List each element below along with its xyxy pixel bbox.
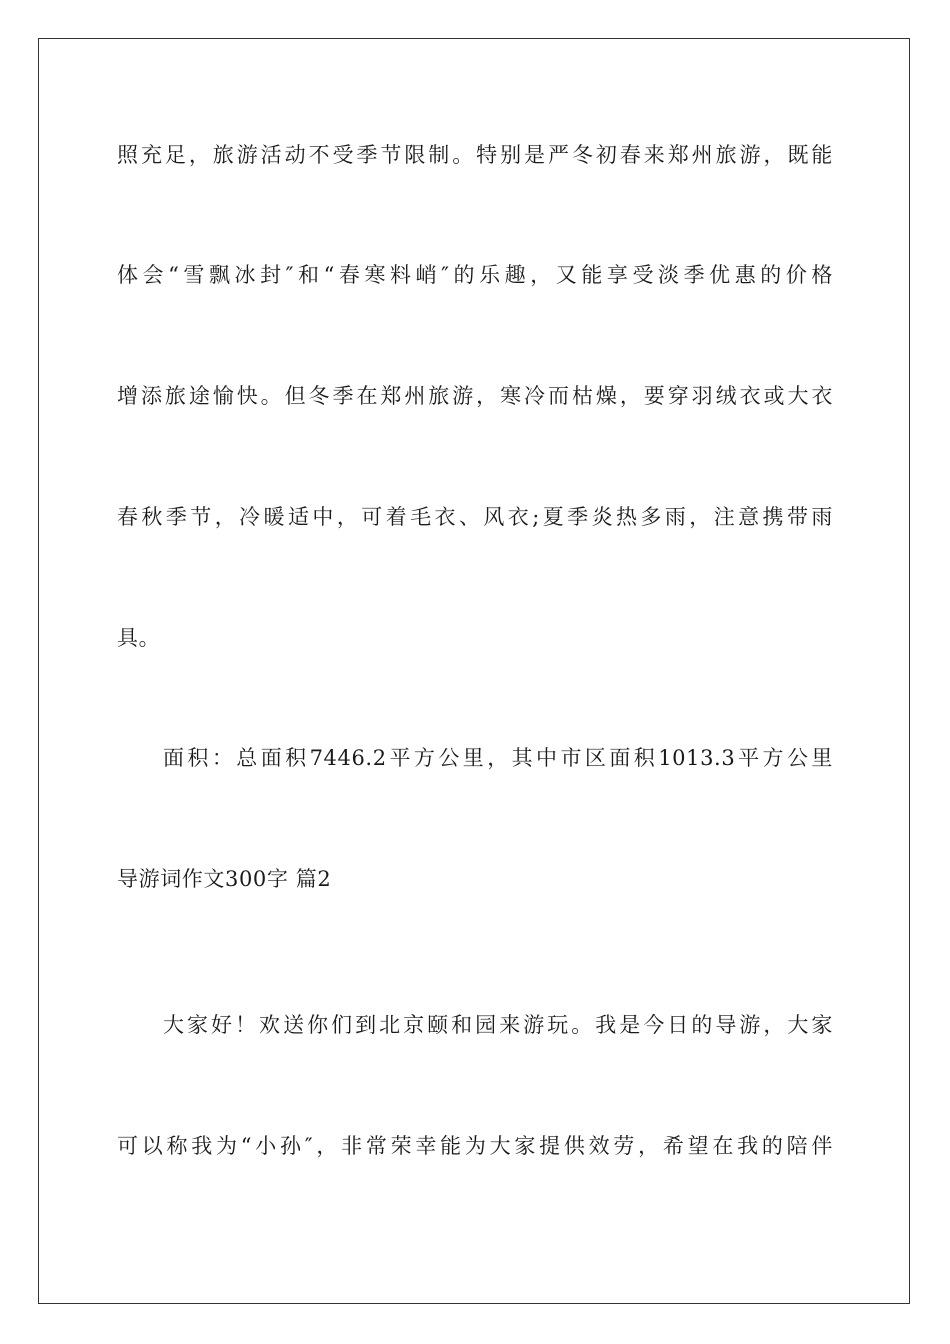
text-line-5: 具。 (117, 626, 161, 650)
text-line-9: 可以称我为“小孙″，非常荣幸能为大家提供效劳，希望在我的陪伴 (117, 1134, 833, 1158)
section-heading: 导游词作文300字 篇2 (117, 867, 332, 891)
text-line-6: 面积：总面积7446.2平方公里，其中市区面积1013.3平方公里 (163, 746, 833, 770)
page-frame (38, 38, 910, 1304)
text-line-8: 大家好！欢送你们到北京颐和园来游玩。我是今日的导游，大家 (163, 1013, 833, 1037)
text-line-4: 春秋季节，冷暖适中，可着毛衣、风衣;夏季炎热多雨，注意携带雨 (117, 505, 833, 529)
text-line-1: 照充足，旅游活动不受季节限制。特别是严冬初春来郑州旅游，既能 (117, 143, 833, 167)
text-line-3: 增添旅途愉快。但冬季在郑州旅游，寒冷而枯燥，要穿羽绒衣或大衣 (117, 384, 833, 408)
text-line-2: 体会“雪飘冰封″和“春寒料峭″的乐趣，又能享受淡季优惠的价格 (117, 263, 833, 287)
